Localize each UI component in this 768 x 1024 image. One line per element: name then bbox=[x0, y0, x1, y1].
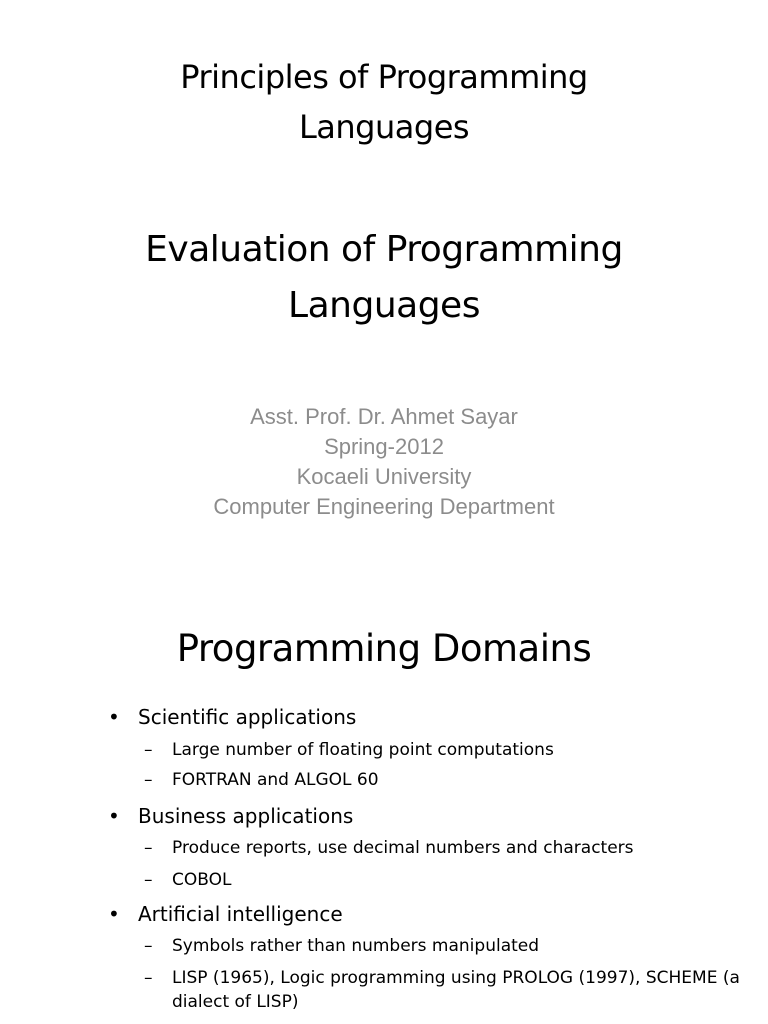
sub-item-text: FORTRAN and ALGOL 60 bbox=[172, 770, 379, 790]
sub-item-text: COBOL bbox=[172, 870, 232, 890]
domains-title: Programming Domains bbox=[176, 627, 592, 670]
bullet-item bbox=[108, 900, 343, 928]
slide-title-line-1: Evaluation of Programming bbox=[145, 229, 623, 270]
sub-item bbox=[144, 934, 539, 958]
sub-item bbox=[144, 966, 740, 990]
course-title-line-1: Principles of Programming bbox=[180, 58, 588, 96]
dash-icon: – bbox=[144, 770, 153, 790]
bullet-label: Artificial intelligence bbox=[138, 902, 343, 926]
sub-item-continuation: dialect of LISP) bbox=[172, 992, 299, 1012]
term: Spring-2012 bbox=[324, 434, 444, 459]
slide-title bbox=[60, 222, 708, 334]
domains-slide bbox=[0, 580, 768, 1024]
sub-item-text: Produce reports, use decimal numbers and characters bbox=[172, 838, 634, 858]
slide-title-line-2: Languages bbox=[288, 285, 480, 326]
sub-item-text: Large number of floating point computations bbox=[172, 740, 554, 760]
dash-icon: – bbox=[144, 740, 153, 760]
dash-icon: – bbox=[144, 870, 153, 890]
sub-item bbox=[144, 738, 554, 762]
sub-item-text: LISP (1965), Logic programming using PROLOG (1997), SCHEME (a bbox=[172, 968, 740, 988]
sub-item-text: Symbols rather than numbers manipulated bbox=[172, 936, 540, 956]
bullet-icon: • bbox=[108, 902, 120, 926]
dash-icon: – bbox=[144, 936, 153, 956]
dash-icon: – bbox=[144, 968, 153, 988]
department: Computer Engineering Department bbox=[213, 494, 555, 519]
bullet-item bbox=[108, 802, 353, 830]
author-name: Asst. Prof. Dr. Ahmet Sayar bbox=[250, 404, 518, 429]
bullet-icon: • bbox=[108, 804, 120, 828]
sub-item bbox=[144, 868, 231, 892]
bullet-label: Scientific applications bbox=[138, 705, 357, 729]
course-title bbox=[90, 52, 678, 152]
sub-item bbox=[144, 768, 379, 792]
author-info bbox=[160, 402, 608, 522]
university: Kocaeli University bbox=[296, 464, 472, 489]
bullet-icon: • bbox=[108, 705, 120, 729]
dash-icon: – bbox=[144, 838, 153, 858]
sub-item bbox=[144, 836, 634, 860]
bullet-item bbox=[108, 703, 356, 731]
course-title-line-2: Languages bbox=[298, 108, 470, 146]
bullet-label: Business applications bbox=[138, 804, 354, 828]
